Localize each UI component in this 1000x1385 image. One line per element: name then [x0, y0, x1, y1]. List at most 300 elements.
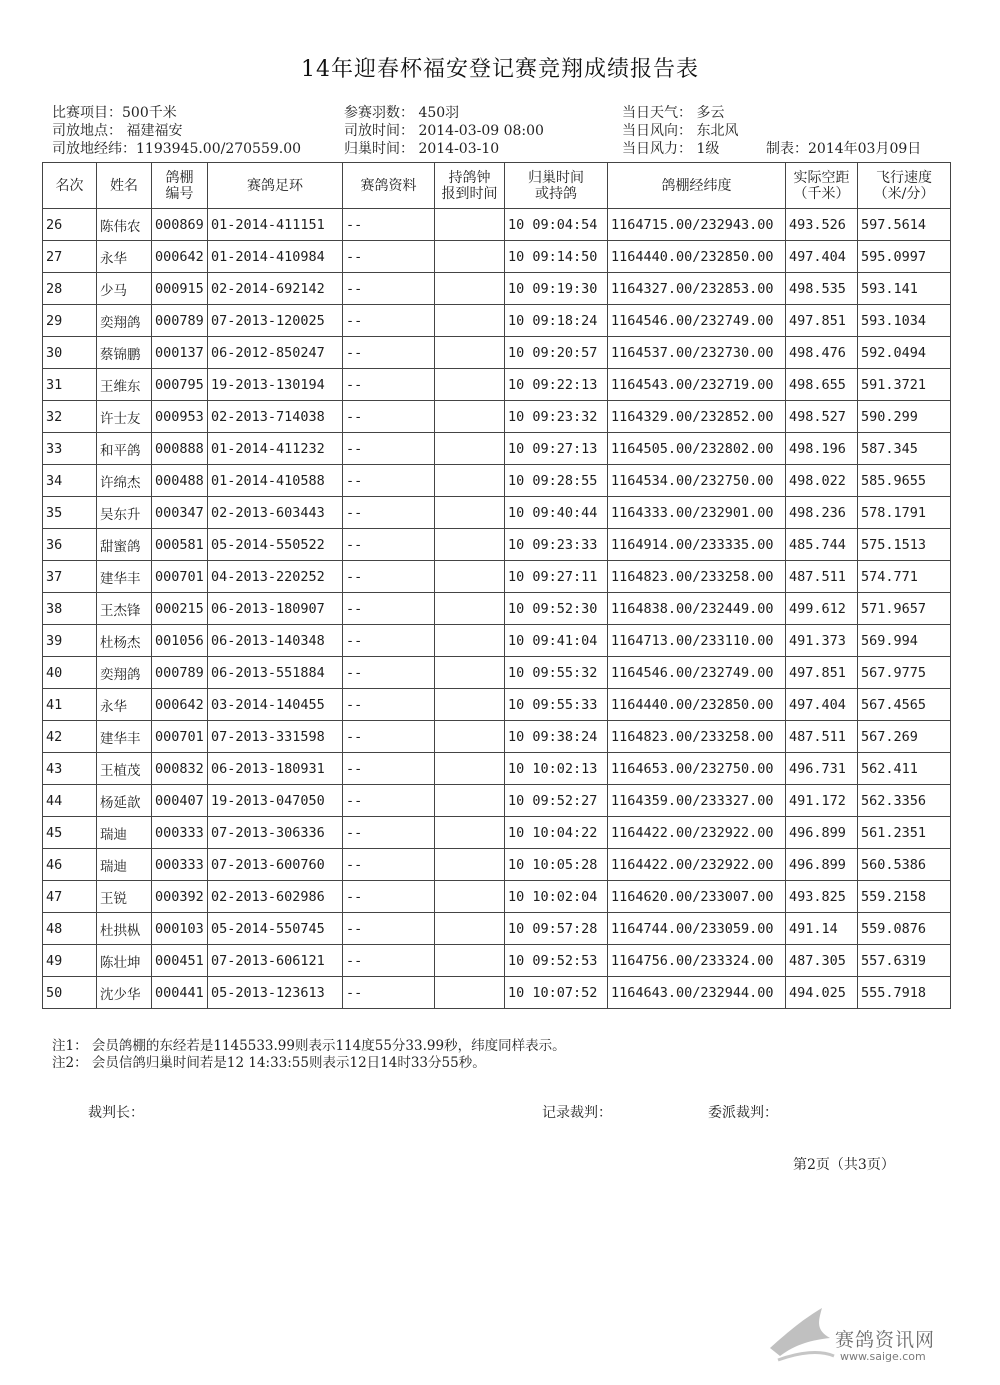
cell-info: --: [343, 721, 435, 753]
cell-return-time: 10 09:23:32: [505, 401, 608, 433]
cell-speed: 561.2351: [858, 817, 951, 849]
chief-judge-label: 裁判长：: [88, 1105, 144, 1121]
cell-name: 和平鸽: [97, 433, 152, 465]
cell-ring: 07-2013-600760: [208, 849, 343, 881]
notes: [52, 1038, 566, 1072]
cell-name: 许绵杰: [97, 465, 152, 497]
cell-name: 陈伟农: [97, 209, 152, 241]
cell-info: --: [343, 529, 435, 561]
cell-rank: 33: [43, 433, 97, 465]
cell-distance: 496.899: [786, 817, 858, 849]
cell-coordinates: 1164543.00/232719.00: [608, 369, 786, 401]
header-ring: 赛鸽足环: [208, 163, 343, 209]
cell-rank: 41: [43, 689, 97, 721]
cell-info: --: [343, 241, 435, 273]
meta-column-2: [344, 104, 544, 158]
entry-count: 参赛羽数： 450羽: [344, 105, 460, 121]
cell-coordinates: 1164440.00/232850.00: [608, 689, 786, 721]
header-speed: 飞行速度 （米/分）: [858, 163, 951, 209]
cell-speed: 574.771: [858, 561, 951, 593]
note-1: 注1： 会员鸽棚的东经若是1145533.99则表示114度55分33.99秒，纬度同样表示。: [52, 1038, 566, 1054]
table-row: [43, 209, 951, 241]
cell-loft-id: 000888: [152, 433, 208, 465]
cell-loft-id: 000488: [152, 465, 208, 497]
cell-rank: 27: [43, 241, 97, 273]
cell-coordinates: 1164327.00/232853.00: [608, 273, 786, 305]
cell-name: 奕翔鸽: [97, 305, 152, 337]
wind-direction: 当日风向： 东北风: [622, 123, 739, 139]
cell-return-time: 10 09:55:33: [505, 689, 608, 721]
cell-name: 永华: [97, 689, 152, 721]
cell-loft-id: 000392: [152, 881, 208, 913]
cell-rank: 47: [43, 881, 97, 913]
cell-return-time: 10 10:02:04: [505, 881, 608, 913]
cell-coordinates: 1164329.00/232852.00: [608, 401, 786, 433]
cell-rank: 29: [43, 305, 97, 337]
cell-coordinates: 1164422.00/232922.00: [608, 817, 786, 849]
cell-clock-time: [435, 657, 505, 689]
cell-info: --: [343, 977, 435, 1009]
cell-clock-time: [435, 593, 505, 625]
cell-loft-id: 000347: [152, 497, 208, 529]
cell-name: 陈壮坤: [97, 945, 152, 977]
cell-coordinates: 1164653.00/232750.00: [608, 753, 786, 785]
cell-clock-time: [435, 721, 505, 753]
cell-coordinates: 1164505.00/232802.00: [608, 433, 786, 465]
cell-name: 沈少华: [97, 977, 152, 1009]
cell-coordinates: 1164715.00/232943.00: [608, 209, 786, 241]
table-row: [43, 881, 951, 913]
cell-info: --: [343, 689, 435, 721]
table-row: [43, 977, 951, 1009]
cell-distance: 494.025: [786, 977, 858, 1009]
cell-distance: 498.535: [786, 273, 858, 305]
table-row: [43, 721, 951, 753]
cell-info: --: [343, 337, 435, 369]
cell-rank: 39: [43, 625, 97, 657]
cell-loft-id: 000869: [152, 209, 208, 241]
cell-distance: 491.373: [786, 625, 858, 657]
cell-info: --: [343, 561, 435, 593]
cell-ring: 05-2014-550522: [208, 529, 343, 561]
cell-info: --: [343, 817, 435, 849]
cell-ring: 05-2014-550745: [208, 913, 343, 945]
cell-speed: 560.5386: [858, 849, 951, 881]
cell-clock-time: [435, 785, 505, 817]
cell-speed: 559.2158: [858, 881, 951, 913]
cell-return-time: 10 09:38:24: [505, 721, 608, 753]
cell-clock-time: [435, 273, 505, 305]
cell-return-time: 10 09:22:13: [505, 369, 608, 401]
cell-coordinates: 1164546.00/232749.00: [608, 305, 786, 337]
cell-speed: 591.3721: [858, 369, 951, 401]
cell-distance: 497.404: [786, 689, 858, 721]
cell-loft-id: 000789: [152, 657, 208, 689]
cell-speed: 595.0997: [858, 241, 951, 273]
cell-speed: 567.4565: [858, 689, 951, 721]
cell-distance: 487.511: [786, 721, 858, 753]
cell-name: 杨延歆: [97, 785, 152, 817]
cell-coordinates: 1164534.00/232750.00: [608, 465, 786, 497]
cell-loft-id: 000701: [152, 561, 208, 593]
cell-return-time: 10 09:04:54: [505, 209, 608, 241]
cell-distance: 491.172: [786, 785, 858, 817]
cell-distance: 493.825: [786, 881, 858, 913]
cell-clock-time: [435, 497, 505, 529]
cell-ring: 07-2013-120025: [208, 305, 343, 337]
cell-coordinates: 1164838.00/232449.00: [608, 593, 786, 625]
cell-speed: 567.269: [858, 721, 951, 753]
cell-return-time: 10 09:57:28: [505, 913, 608, 945]
cell-coordinates: 1164422.00/232922.00: [608, 849, 786, 881]
cell-coordinates: 1164756.00/233324.00: [608, 945, 786, 977]
results-table: [42, 162, 951, 1009]
cell-info: --: [343, 881, 435, 913]
cell-clock-time: [435, 977, 505, 1009]
cell-loft-id: 000407: [152, 785, 208, 817]
header-coordinates: 鸽棚经纬度: [608, 163, 786, 209]
cell-distance: 497.851: [786, 305, 858, 337]
table-row: [43, 689, 951, 721]
table-row: [43, 433, 951, 465]
table-row: [43, 305, 951, 337]
cell-speed: 555.7918: [858, 977, 951, 1009]
cell-clock-time: [435, 305, 505, 337]
cell-speed: 571.9657: [858, 593, 951, 625]
release-time: 司放时间： 2014-03-09 08:00: [344, 123, 544, 139]
cell-ring: 02-2013-602986: [208, 881, 343, 913]
cell-info: --: [343, 433, 435, 465]
cell-distance: 497.851: [786, 657, 858, 689]
cell-ring: 06-2012-850247: [208, 337, 343, 369]
cell-clock-time: [435, 433, 505, 465]
cell-loft-id: 001056: [152, 625, 208, 657]
cell-return-time: 10 09:52:27: [505, 785, 608, 817]
cell-info: --: [343, 657, 435, 689]
cell-info: --: [343, 753, 435, 785]
cell-return-time: 10 09:52:30: [505, 593, 608, 625]
cell-distance: 498.476: [786, 337, 858, 369]
cell-ring: 03-2014-140455: [208, 689, 343, 721]
cell-return-time: 10 10:02:13: [505, 753, 608, 785]
cell-return-time: 10 09:55:32: [505, 657, 608, 689]
cell-speed: 578.1791: [858, 497, 951, 529]
cell-distance: 499.612: [786, 593, 858, 625]
cell-return-time: 10 09:27:13: [505, 433, 608, 465]
cell-distance: 497.404: [786, 241, 858, 273]
cell-speed: 597.5614: [858, 209, 951, 241]
header-clock-time: 持鸽钟 报到时间: [435, 163, 505, 209]
cell-return-time: 10 09:27:11: [505, 561, 608, 593]
cell-return-time: 10 09:28:55: [505, 465, 608, 497]
cell-distance: 496.731: [786, 753, 858, 785]
cell-return-time: 10 10:05:28: [505, 849, 608, 881]
cell-rank: 46: [43, 849, 97, 881]
cell-ring: 06-2013-140348: [208, 625, 343, 657]
cell-distance: 491.14: [786, 913, 858, 945]
cell-clock-time: [435, 689, 505, 721]
cell-loft-id: 000333: [152, 849, 208, 881]
cell-name: 杜拱枞: [97, 913, 152, 945]
cell-rank: 50: [43, 977, 97, 1009]
cell-distance: 498.236: [786, 497, 858, 529]
cell-name: 建华丰: [97, 721, 152, 753]
cell-coordinates: 1164914.00/233335.00: [608, 529, 786, 561]
cell-return-time: 10 09:52:53: [505, 945, 608, 977]
cell-name: 王杰锋: [97, 593, 152, 625]
cell-loft-id: 000581: [152, 529, 208, 561]
cell-return-time: 10 09:14:50: [505, 241, 608, 273]
cell-name: 杜杨杰: [97, 625, 152, 657]
table-row: [43, 241, 951, 273]
cell-clock-time: [435, 753, 505, 785]
header-name: 姓名: [97, 163, 152, 209]
cell-name: 永华: [97, 241, 152, 273]
cell-return-time: 10 09:23:33: [505, 529, 608, 561]
cell-name: 甜蜜鸽: [97, 529, 152, 561]
cell-coordinates: 1164440.00/232850.00: [608, 241, 786, 273]
cell-info: --: [343, 593, 435, 625]
watermark-url: www.saige.com: [840, 1350, 926, 1363]
cell-distance: 493.526: [786, 209, 858, 241]
cell-speed: 562.3356: [858, 785, 951, 817]
cell-rank: 44: [43, 785, 97, 817]
table-row: [43, 849, 951, 881]
cell-name: 许士友: [97, 401, 152, 433]
cell-distance: 498.527: [786, 401, 858, 433]
cell-ring: 19-2013-047050: [208, 785, 343, 817]
cell-ring: 02-2013-603443: [208, 497, 343, 529]
cell-speed: 593.141: [858, 273, 951, 305]
cell-coordinates: 1164620.00/233007.00: [608, 881, 786, 913]
cell-name: 瑞迪: [97, 817, 152, 849]
cell-coordinates: 1164546.00/232749.00: [608, 657, 786, 689]
cell-speed: 587.345: [858, 433, 951, 465]
cell-info: --: [343, 785, 435, 817]
cell-name: 少马: [97, 273, 152, 305]
cell-speed: 590.299: [858, 401, 951, 433]
cell-loft-id: 000915: [152, 273, 208, 305]
header-info: 赛鸽资料: [343, 163, 435, 209]
cell-speed: 557.6319: [858, 945, 951, 977]
cell-info: --: [343, 465, 435, 497]
cell-rank: 34: [43, 465, 97, 497]
table-row: [43, 753, 951, 785]
cell-ring: 06-2013-180931: [208, 753, 343, 785]
page-number: 第2页（共3页）: [793, 1157, 895, 1173]
record-judge-label: 记录裁判：: [542, 1105, 612, 1121]
cell-speed: 569.994: [858, 625, 951, 657]
cell-return-time: 10 09:20:57: [505, 337, 608, 369]
table-row: [43, 561, 951, 593]
cell-coordinates: 1164643.00/232944.00: [608, 977, 786, 1009]
cell-clock-time: [435, 465, 505, 497]
cell-name: 王锐: [97, 881, 152, 913]
cell-coordinates: 1164744.00/233059.00: [608, 913, 786, 945]
cell-ring: 01-2014-410588: [208, 465, 343, 497]
table-row: [43, 913, 951, 945]
cell-distance: 498.655: [786, 369, 858, 401]
cell-clock-time: [435, 945, 505, 977]
cell-return-time: 10 09:19:30: [505, 273, 608, 305]
weather: 当日天气： 多云: [622, 105, 725, 121]
cell-speed: 562.411: [858, 753, 951, 785]
cell-rank: 45: [43, 817, 97, 849]
cell-info: --: [343, 369, 435, 401]
cell-ring: 02-2014-692142: [208, 273, 343, 305]
cell-rank: 38: [43, 593, 97, 625]
cell-rank: 35: [43, 497, 97, 529]
cell-name: 吴东升: [97, 497, 152, 529]
cell-loft-id: 000953: [152, 401, 208, 433]
cell-coordinates: 1164823.00/233258.00: [608, 721, 786, 753]
cell-ring: 01-2014-410984: [208, 241, 343, 273]
cell-clock-time: [435, 369, 505, 401]
cell-clock-time: [435, 401, 505, 433]
cell-clock-time: [435, 529, 505, 561]
cell-rank: 30: [43, 337, 97, 369]
header-rank: 名次: [43, 163, 97, 209]
cell-name: 王植茂: [97, 753, 152, 785]
cell-distance: 496.899: [786, 849, 858, 881]
cell-info: --: [343, 209, 435, 241]
cell-coordinates: 1164823.00/233258.00: [608, 561, 786, 593]
cell-speed: 585.9655: [858, 465, 951, 497]
cell-ring: 06-2013-551884: [208, 657, 343, 689]
cell-loft-id: 000333: [152, 817, 208, 849]
cell-return-time: 10 09:18:24: [505, 305, 608, 337]
table-body: [43, 209, 951, 1009]
cell-clock-time: [435, 561, 505, 593]
cell-ring: 07-2013-306336: [208, 817, 343, 849]
cell-name: 奕翔鸽: [97, 657, 152, 689]
cell-coordinates: 1164359.00/233327.00: [608, 785, 786, 817]
cell-loft-id: 000441: [152, 977, 208, 1009]
cell-loft-id: 000451: [152, 945, 208, 977]
cell-rank: 40: [43, 657, 97, 689]
table-row: [43, 593, 951, 625]
cell-clock-time: [435, 881, 505, 913]
cell-name: 瑞迪: [97, 849, 152, 881]
cell-rank: 37: [43, 561, 97, 593]
cell-loft-id: 000137: [152, 337, 208, 369]
made-date: 制表：2014年03月09日: [766, 141, 922, 157]
cell-name: 蔡锦鹏: [97, 337, 152, 369]
table-row: [43, 785, 951, 817]
table-row: [43, 817, 951, 849]
watermark-text: 赛鸽资讯网: [835, 1329, 936, 1351]
report-title: 14年迎春杯福安登记赛竞翔成绩报告表: [301, 57, 699, 82]
cell-ring: 19-2013-130194: [208, 369, 343, 401]
cell-loft-id: 000832: [152, 753, 208, 785]
cell-distance: 498.022: [786, 465, 858, 497]
cell-speed: 592.0494: [858, 337, 951, 369]
race-distance: 比赛项目：500千米: [52, 105, 177, 121]
cell-rank: 48: [43, 913, 97, 945]
cell-ring: 05-2013-123613: [208, 977, 343, 1009]
cell-info: --: [343, 497, 435, 529]
cell-coordinates: 1164537.00/232730.00: [608, 337, 786, 369]
cell-return-time: 10 09:41:04: [505, 625, 608, 657]
cell-info: --: [343, 401, 435, 433]
cell-distance: 485.744: [786, 529, 858, 561]
cell-ring: 06-2013-180907: [208, 593, 343, 625]
cell-loft-id: 000701: [152, 721, 208, 753]
assigned-judge-label: 委派裁判：: [708, 1105, 778, 1121]
cell-return-time: 10 10:07:52: [505, 977, 608, 1009]
cell-clock-time: [435, 625, 505, 657]
release-location: 司放地点： 福建福安: [52, 123, 183, 139]
cell-info: --: [343, 625, 435, 657]
cell-ring: 04-2013-220252: [208, 561, 343, 593]
cell-rank: 42: [43, 721, 97, 753]
table-row: [43, 369, 951, 401]
table-row: [43, 657, 951, 689]
cell-ring: 07-2013-606121: [208, 945, 343, 977]
cell-coordinates: 1164713.00/233110.00: [608, 625, 786, 657]
cell-rank: 36: [43, 529, 97, 561]
cell-rank: 28: [43, 273, 97, 305]
cell-rank: 32: [43, 401, 97, 433]
cell-clock-time: [435, 209, 505, 241]
cell-ring: 07-2013-331598: [208, 721, 343, 753]
wind-force: 当日风力： 1级: [622, 141, 720, 157]
cell-rank: 43: [43, 753, 97, 785]
note-2: 注2： 会员信鸽归巢时间若是12 14:33:55则表示12日14时33分55秒。: [52, 1055, 486, 1071]
header-distance: 实际空距 （千米）: [786, 163, 858, 209]
cell-rank: 26: [43, 209, 97, 241]
cell-info: --: [343, 849, 435, 881]
table-row: [43, 529, 951, 561]
cell-loft-id: 000789: [152, 305, 208, 337]
meta-column-3: [622, 104, 738, 158]
cell-clock-time: [435, 337, 505, 369]
cell-info: --: [343, 305, 435, 337]
meta-column-1: [52, 104, 301, 158]
release-coordinates: 司放地经纬：1193945.00/270559.00: [52, 141, 302, 157]
cell-distance: 487.305: [786, 945, 858, 977]
table-row: [43, 945, 951, 977]
table-row: [43, 337, 951, 369]
table-row: [43, 273, 951, 305]
cell-speed: 559.0876: [858, 913, 951, 945]
cell-loft-id: 000215: [152, 593, 208, 625]
table-row: [43, 497, 951, 529]
cell-info: --: [343, 945, 435, 977]
cell-speed: 567.9775: [858, 657, 951, 689]
cell-return-time: 10 09:40:44: [505, 497, 608, 529]
cell-rank: 49: [43, 945, 97, 977]
table-row: [43, 401, 951, 433]
cell-ring: 01-2014-411151: [208, 209, 343, 241]
cell-return-time: 10 10:04:22: [505, 817, 608, 849]
cell-distance: 498.196: [786, 433, 858, 465]
cell-info: --: [343, 273, 435, 305]
cell-info: --: [343, 913, 435, 945]
return-date: 归巢时间： 2014-03-10: [344, 141, 500, 157]
cell-rank: 31: [43, 369, 97, 401]
cell-ring: 01-2014-411232: [208, 433, 343, 465]
cell-clock-time: [435, 817, 505, 849]
table-header-row: [43, 163, 951, 209]
cell-distance: 487.511: [786, 561, 858, 593]
cell-coordinates: 1164333.00/232901.00: [608, 497, 786, 529]
cell-loft-id: 000103: [152, 913, 208, 945]
cell-name: 建华丰: [97, 561, 152, 593]
cell-ring: 02-2013-714038: [208, 401, 343, 433]
cell-clock-time: [435, 241, 505, 273]
header-return-time: 归巢时间 或持鸽: [505, 163, 608, 209]
